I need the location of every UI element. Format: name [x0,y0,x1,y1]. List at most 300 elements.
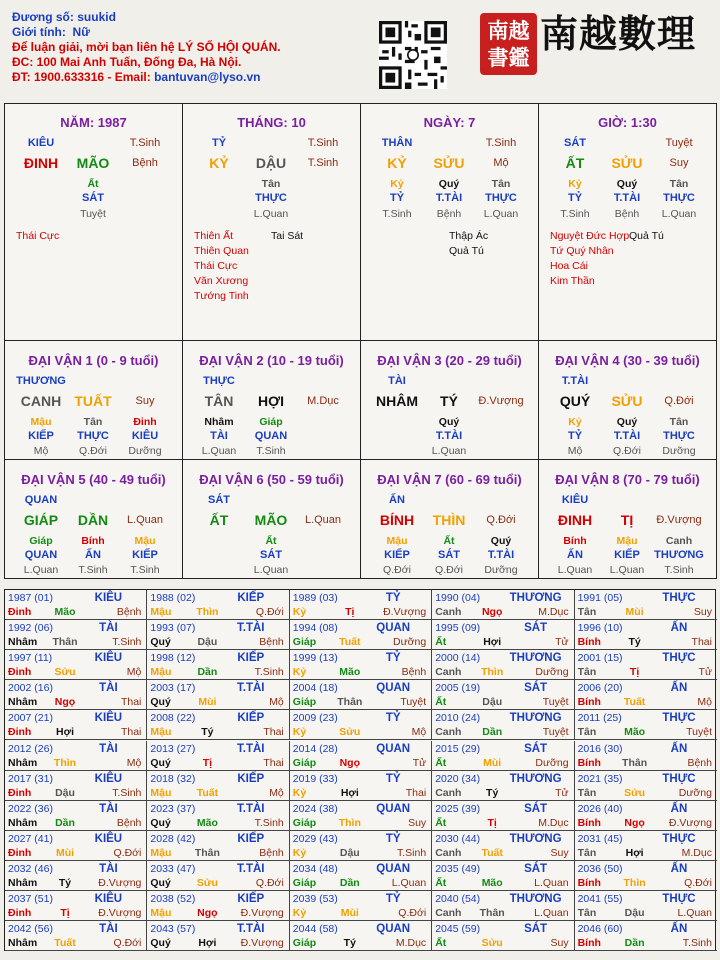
year-life-stage: T.Sinh [254,666,284,679]
year-branch: Thân [479,907,505,919]
year-label: 2023 (37) [150,802,196,815]
luck-hidden-life-stage: Dưỡng [662,445,696,457]
hidden-stem: Tân [491,178,511,190]
year-cell[interactable] [5,710,147,740]
year-stem: Nhâm [8,636,38,649]
year-cell[interactable] [575,831,717,861]
year-cell[interactable] [575,801,717,831]
hidden-life-stage: Tuyệt [80,208,106,220]
year-life-stage: Thai [120,696,142,709]
year-cell[interactable] [147,680,289,710]
year-label: 1992 (06) [8,622,53,635]
year-stem: Ất [435,756,447,769]
year-stem: Nhâm [8,756,38,769]
year-stem: Quý [150,636,171,649]
luck-hidden-life-stage: L.Quan [23,564,59,576]
year-branch: Mùi [625,606,644,618]
luck-hidden-life-stage: T.Sinh [256,445,286,457]
year-cell[interactable] [147,831,289,861]
luck-hidden-ten-god: KIẾP [28,430,54,442]
year-cell[interactable] [432,650,574,680]
year-stem: Đinh [8,846,32,859]
luck-hidden-stem: Quý [616,416,638,428]
luck-hidden-stem: Đinh [133,416,157,428]
year-life-stage: Mộ [269,786,284,799]
luck-hidden-stem: Mậu [30,416,52,428]
year-stem: Đinh [8,907,32,919]
year-cell[interactable] [5,771,147,801]
year-label: 1990 (04) [435,592,481,604]
luck-period-8[interactable] [538,459,717,579]
year-branch: Sửu [481,937,503,950]
luck-hidden-life-stage: T.Sinh [664,564,694,576]
year-life-stage: T.Sinh [254,816,284,829]
year-branch: Hợi [340,786,359,799]
year-cell[interactable] [575,741,717,771]
hidden-ten-god: THỰC [255,192,287,204]
luck-hidden-ten-god: THƯƠNG [654,549,704,561]
year-cell[interactable] [290,861,432,891]
year-branch: Tý [486,786,499,799]
year-label: 2042 (56) [8,923,53,936]
year-stem: Canh [435,786,462,799]
year-label: 2031 (45) [577,832,623,845]
year-cell[interactable] [147,710,289,740]
year-cell[interactable] [575,861,717,891]
year-stem: Kỷ [292,726,307,739]
luck-period-4[interactable] [538,340,717,460]
spirit-star: Tứ Quý Nhân [550,245,614,257]
year-life-stage: M.Dục [681,846,712,859]
year-stem: Kỷ [292,907,307,919]
year-stem: Quý [150,816,171,829]
luck-hidden-ten-god: KIÊU [131,430,159,442]
year-cell[interactable] [290,741,432,771]
year-life-stage: Q.Đới [255,606,284,618]
year-label: 2024 (38) [292,802,338,815]
spirit-star: Tướng Tinh [194,290,249,302]
year-label: 2008 (22) [150,712,196,725]
year-ten-god: TỶ [385,712,401,725]
year-branch: Ngọ [197,907,218,919]
pillar-3[interactable] [360,103,539,341]
luck-period-3[interactable] [360,340,539,460]
year-cell[interactable] [290,801,432,831]
year-ten-god: QUAN [376,862,411,875]
year-label: 2032 (46) [8,862,53,875]
luck-title: ĐẠI VẬN 5 (40 - 49 tuổi) [21,472,166,487]
year-cell[interactable] [432,620,574,650]
year-ten-god: T.TÀI [237,682,265,695]
year-ten-god: THỰC [662,592,696,604]
year-cell[interactable] [432,801,574,831]
pillar-earthly-branch: MÃO [76,155,110,171]
year-label: 2021 (35) [577,772,623,785]
luck-hidden-ten-god: T.TÀI [613,430,641,442]
luck-hidden-life-stage: L.Quan [557,564,593,576]
year-cell[interactable] [432,921,574,951]
year-cell[interactable] [575,921,717,951]
year-label: 1987 (01) [8,592,53,604]
hidden-stem: Ất [87,178,99,190]
year-life-stage: Tử [698,666,712,679]
year-cell[interactable] [147,891,289,921]
luck-earthly-branch: MÃO [254,512,288,528]
hidden-ten-god: T.TÀI [613,192,641,204]
hidden-ten-god: TỶ [389,192,405,204]
year-branch: Dậu [55,786,75,799]
year-cell[interactable] [575,650,717,680]
year-branch: Hợi [483,636,502,649]
year-branch: Tuất [54,937,76,950]
spirit-star: Quả Tú [449,245,484,257]
year-branch: Dần [55,816,75,829]
red-seal-stamp: 南越 書鑑 [480,13,537,75]
year-cell[interactable] [290,680,432,710]
header-info [12,10,372,85]
year-label: 2036 (50) [577,862,623,875]
pillar-ten-god: SÁT [564,137,586,149]
year-cell[interactable] [432,741,574,771]
year-cell[interactable] [432,891,574,921]
luck-hidden-stem: Bính [81,535,105,547]
year-label: 2034 (48) [292,862,338,875]
year-cell[interactable] [290,650,432,680]
spirit-star: Tai Sát [271,230,304,242]
year-ten-god: KIÊU [94,893,123,905]
year-stem: Tân [577,726,597,739]
year-stem: Tân [577,606,597,618]
year-life-stage: Dưỡng [393,636,427,649]
year-life-stage: M.Dục [395,937,427,950]
pillar-2[interactable] [182,103,361,341]
year-ten-god: TỶ [385,832,401,845]
year-stem: Quý [150,937,171,950]
luck-hidden-stem: Quý [490,535,512,547]
year-cell[interactable] [147,801,289,831]
year-ten-god: KIẾP [237,652,265,665]
year-cell[interactable] [5,861,147,891]
year-cell[interactable] [432,831,574,861]
year-branch: Mão [339,666,361,679]
year-branch: Tý [201,726,214,739]
year-ten-god: T.TÀI [237,802,265,815]
year-branch: Dần [482,726,503,739]
year-cell[interactable] [290,710,432,740]
pillar-heavenly-stem: KỶ [387,155,407,171]
year-cell[interactable] [575,891,717,921]
hidden-ten-god: SÁT [82,192,104,204]
year-branch: Dần [339,876,360,889]
year-life-stage: L.Quan [391,876,427,889]
year-ten-god: TỶ [385,592,401,604]
luck-hidden-ten-god: T.TÀI [435,430,463,442]
luck-period-6[interactable] [182,459,361,579]
year-cell[interactable] [290,771,432,801]
email-link[interactable]: bantuvan@lyso.vn [154,70,261,84]
luck-earthly-branch: THÌN [432,512,466,528]
year-ten-god: SÁT [524,802,548,815]
year-life-stage: Mộ [126,666,142,679]
luck-hidden-stem: Mậu [616,535,638,547]
year-branch: Tý [628,636,641,649]
spirit-star: Văn Xương [194,275,249,287]
pillar-life-stage: Bệnh [132,157,158,169]
year-cell[interactable] [290,891,432,921]
pillar-life-stage: T.Sinh [307,157,339,169]
year-cell[interactable] [290,921,432,951]
year-cell[interactable] [5,741,147,771]
year-life-stage: Tuyệt [542,696,569,709]
spirit-star: Nguyệt Đức Hợp [550,230,630,242]
year-life-stage: Bệnh [401,666,427,679]
luck-heavenly-stem: NHÂM [376,393,418,409]
year-label: 1995 (09) [435,622,481,635]
pillar-heavenly-stem: KỶ [209,155,229,171]
year-label: 2009 (23) [292,712,338,725]
pillar-life-stage: Mộ [493,157,509,169]
luck-hidden-ten-god: QUAN [24,549,58,561]
year-ten-god: TÀI [99,862,118,875]
year-life-stage: Mộ [411,726,427,739]
hidden-life-stage: Bệnh [614,208,640,220]
pillar-title: NĂM: 1987 [60,115,127,130]
year-label: 2040 (54) [435,893,481,905]
year-cell[interactable] [147,921,289,951]
year-branch: Tị [202,756,213,769]
luck-hidden-life-stage: Dưỡng [128,445,162,457]
hidden-stem: Quý [438,178,460,190]
year-stem: Bính [577,756,601,769]
luck-hidden-stem: Ất [265,535,277,547]
year-stem: Mậu [150,907,172,919]
year-life-stage: Suy [693,606,712,618]
luck-hidden-stem: Tân [669,416,689,428]
year-label: 2015 (29) [435,742,481,755]
year-label: 2007 (21) [8,712,53,725]
luck-hidden-stem: Ất [443,535,455,547]
year-label: 2002 (16) [8,682,53,695]
year-cell[interactable] [575,620,717,650]
year-ten-god: SÁT [524,742,548,755]
year-branch: Thìn [338,816,361,829]
year-ten-god: KIẾP [237,893,265,905]
year-life-stage: Q.Đới [113,937,142,950]
year-stem: Mậu [150,786,172,799]
year-cell[interactable] [432,771,574,801]
year-ten-god: THƯƠNG [509,592,562,604]
luck-heavenly-stem: BÍNH [379,512,415,528]
year-cell[interactable] [5,620,147,650]
year-branch: Mùi [55,846,75,859]
year-stem: Giáp [292,816,317,829]
year-cell[interactable] [432,861,574,891]
year-ten-god: KIẾP [237,592,265,604]
year-ten-god: THỰC [662,652,696,665]
year-ten-god: TÀI [99,742,118,755]
year-stem: Bính [577,876,601,889]
year-cell[interactable] [147,620,289,650]
year-life-stage: Mộ [697,696,712,709]
year-life-stage: M.Dục [538,816,569,829]
year-stem: Giáp [292,937,317,950]
luck-period-2[interactable] [182,340,361,460]
luck-ten-god: ẤN [389,494,405,506]
year-cell[interactable] [575,710,717,740]
year-stem: Bính [577,816,601,829]
year-branch: Tuất [339,636,361,649]
year-ten-god: KIÊU [94,772,123,785]
year-cell[interactable] [290,831,432,861]
year-life-stage: L.Quan [534,876,569,889]
year-label: 2001 (15) [577,652,623,665]
year-cell[interactable] [575,590,717,620]
pillar-heavenly-stem: ĐINH [23,155,59,171]
luck-period-1[interactable] [4,340,183,460]
year-cell[interactable] [147,650,289,680]
year-cell[interactable] [575,771,717,801]
year-cell[interactable] [147,590,289,620]
year-stem: Nhâm [8,876,38,889]
year-cell[interactable] [5,680,147,710]
year-label: 1996 (10) [577,622,623,635]
year-branch: Thân [52,636,78,649]
year-label: 2016 (30) [577,742,623,755]
year-branch: Mão [196,816,218,829]
luck-title: ĐẠI VẬN 7 (60 - 69 tuổi) [377,472,522,487]
year-stem: Canh [435,726,462,739]
year-cell[interactable] [432,680,574,710]
luck-earthly-branch: TÝ [440,393,458,409]
phone-email-line: ĐT: 1900.633316 - Email: bantuvan@lyso.vn [12,70,261,84]
year-life-stage: Tuyệt [400,696,427,709]
year-stem: Tân [577,666,597,679]
year-life-stage: L.Quan [677,907,712,919]
year-branch: Sửu [624,786,646,799]
luck-hidden-life-stage: L.Quan [431,445,467,457]
year-stem: Canh [435,666,462,679]
luck-hidden-life-stage: Dưỡng [484,564,518,576]
year-cell[interactable] [432,710,574,740]
qr-code[interactable] [379,21,447,89]
year-label: 2025 (39) [435,802,481,815]
year-stem: Kỷ [292,846,307,859]
luck-ten-god: TÀI [388,375,406,387]
year-cell[interactable] [290,620,432,650]
luck-hidden-life-stage: Q.Đới [79,445,107,457]
year-cell[interactable] [290,590,432,620]
year-stem: Tân [577,786,597,799]
year-stem: Quý [150,696,171,709]
year-branch: Ngọ [54,696,76,709]
year-life-stage: Bệnh [259,846,284,859]
luck-period-5[interactable] [4,459,183,579]
luck-heavenly-stem: ĐINH [557,512,593,528]
year-stem: Canh [435,606,462,618]
year-ten-god: T.TÀI [237,742,265,755]
year-cell[interactable] [5,590,147,620]
luck-hidden-stem: Mậu [386,535,408,547]
year-life-stage: Q.Đới [684,876,712,889]
year-branch: Sửu [196,876,218,889]
year-branch: Hợi [198,937,217,950]
luck-title: ĐẠI VẬN 1 (0 - 9 tuổi) [28,353,159,368]
year-stem: Canh [435,846,462,859]
year-label: 2000 (14) [435,652,481,665]
hidden-ten-god: THỰC [485,192,517,204]
year-ten-god: T.TÀI [237,622,265,635]
pillar-1[interactable] [4,103,183,341]
year-life-stage: Đ.Vượng [240,907,284,919]
contact-line-1: Để luận giải, mời bạn liên hệ LÝ SỐ HỘI QUÁN. [12,40,281,54]
year-cell[interactable] [575,680,717,710]
year-life-stage: Mộ [126,756,142,769]
year-cell[interactable] [147,861,289,891]
year-label: 2018 (32) [150,772,196,785]
year-life-stage: Mộ [269,696,284,709]
luck-earthly-branch: HỢI [258,393,284,409]
hidden-ten-god: TỶ [567,192,583,204]
year-life-stage: Đ.Vượng [668,816,712,829]
year-label: 2038 (52) [150,893,196,905]
year-cell[interactable] [5,650,147,680]
year-cell[interactable] [5,921,147,951]
year-ten-god: TỶ [385,652,401,665]
year-label: 2017 (31) [8,772,53,785]
year-branch: Hợi [56,726,74,739]
year-cell[interactable] [5,831,147,861]
year-stem: Tân [577,907,597,919]
hidden-life-stage: T.Sinh [382,208,412,220]
pillar-4[interactable] [538,103,717,341]
year-stem: Kỷ [292,666,307,679]
year-label: 1994 (08) [292,622,338,635]
spirit-star: Kim Thần [550,275,595,287]
year-label: 2013 (27) [150,742,196,755]
year-life-stage: Q.Đới [113,846,142,859]
year-cell[interactable] [147,741,289,771]
year-stem: Bính [577,937,601,950]
year-stem: Giáp [292,636,317,649]
year-branch: Tuất [196,786,219,799]
year-label: 2003 (17) [150,682,196,695]
year-cell[interactable] [5,801,147,831]
year-stem: Giáp [292,756,317,769]
year-branch: Tị [60,907,70,919]
pillar-ten-god: THÂN [381,137,413,149]
year-branch: Dậu [197,636,218,649]
spirit-star: Thái Cực [16,230,60,242]
year-cell[interactable] [432,590,574,620]
year-label: 2006 (20) [577,682,623,695]
year-cell[interactable] [147,771,289,801]
year-life-stage: Suy [550,846,569,859]
luck-hidden-life-stage: L.Quan [253,564,289,576]
luck-period-7[interactable] [360,459,539,579]
year-branch: Thìn [196,606,219,618]
year-cell[interactable] [5,891,147,921]
spirit-star: Hoa Cái [550,260,588,272]
year-stem: Ất [435,876,447,889]
year-label: 2027 (41) [8,832,53,845]
year-life-stage: Dưỡng [678,786,712,799]
spirit-star: Thập Ác [449,230,489,242]
spirit-star: Thái Cực [194,260,238,272]
year-branch: Tuất [481,846,503,859]
luck-hidden-stem: Giáp [29,535,53,547]
pillar-title: NGÀY: 7 [423,115,476,130]
luck-hidden-stem: Quý [438,416,460,428]
